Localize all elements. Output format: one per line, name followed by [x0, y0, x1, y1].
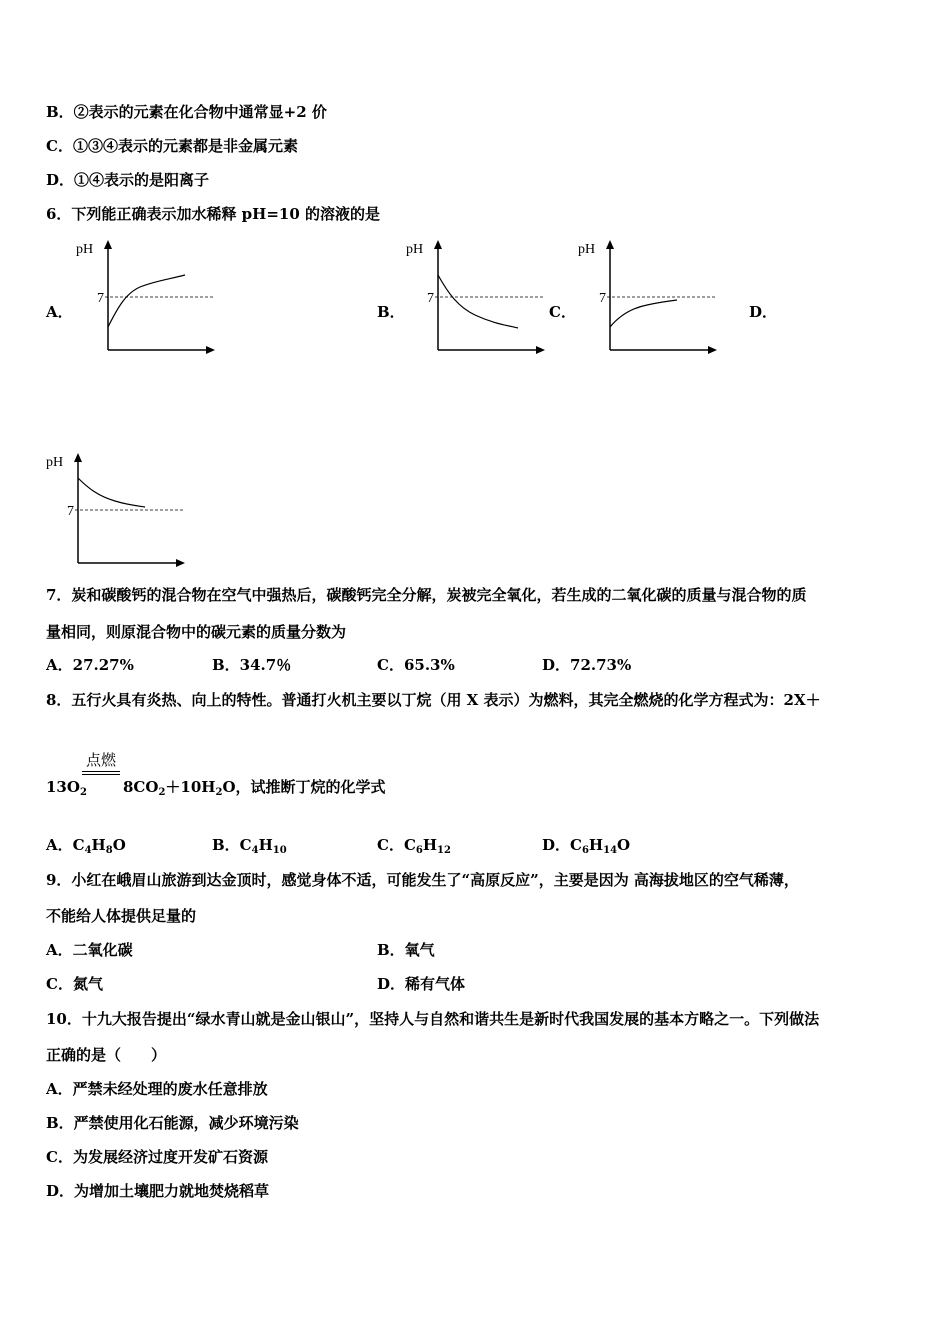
q8-reaction-condition — [82, 750, 120, 775]
q9-stem-line1: 9．小红在峨眉山旅游到达金顶时，感觉身体不适，可能发生了“高原反应”，主要是因为 高海拔地区的空气稀薄， — [46, 871, 799, 889]
q6-graph-b — [400, 235, 550, 360]
q9-option-c: C．氮气 — [46, 975, 103, 993]
q8-condition-text: 点燃 — [85, 751, 116, 769]
q8-option-a: A．$C_4H_8O$ — [46, 836, 126, 856]
q6-option-a-label: A． — [46, 303, 73, 321]
q5-option-b: B．②表示的元素在化合物中通常显+2 价 — [46, 103, 327, 121]
q9-option-d: D．稀有气体 — [377, 975, 466, 993]
q7-option-d: D．72.73% — [542, 656, 632, 674]
graph-b-ref: 7 — [427, 291, 434, 306]
graph-b-ylabel: pH — [406, 242, 424, 257]
q6-graph-d — [40, 448, 190, 573]
q7-option-c: C．65.3% — [377, 656, 455, 674]
q10-stem-line2: 正确的是（ ） — [46, 1046, 167, 1064]
graph-d-ref: 7 — [67, 504, 74, 519]
q6-option-b-label: B． — [377, 303, 405, 321]
q8-equation-left: $13O_2$ — [46, 778, 87, 798]
q9-option-b: B．氧气 — [377, 941, 435, 959]
graph-c-ylabel: pH — [578, 242, 596, 257]
q8-equals-sign — [82, 771, 120, 775]
q6-stem: 6．下列能正确表示加水稀释 pH=10 的溶液的是 — [46, 205, 380, 223]
q5-option-c: C．①③④表示的元素都是非金属元素 — [46, 137, 298, 155]
q8-option-d: D．$C_6H_{14}O$ — [542, 836, 631, 856]
graph-d-ylabel: pH — [46, 455, 64, 470]
q10-option-a: A．严禁未经处理的废水任意排放 — [46, 1080, 268, 1098]
q7-option-b: B．34.7％ — [212, 656, 292, 674]
q6-graph-c — [572, 235, 722, 360]
q10-option-c: C．为发展经济过度开发矿石资源 — [46, 1148, 268, 1166]
q6-option-c-label: C． — [549, 303, 576, 321]
q6-graph-a — [70, 235, 220, 360]
graph-a-ylabel: pH — [76, 242, 94, 257]
q7-option-a: A．27.27% — [46, 656, 134, 674]
q8-option-c: C．$C_6H_{12}$ — [377, 836, 451, 856]
q10-option-d: D．为增加土壤肥力就地焚烧稻草 — [46, 1182, 270, 1200]
q5-option-d: D．①④表示的是阳离子 — [46, 171, 210, 189]
q9-stem-line2: 不能给人体提供足量的 — [46, 907, 197, 925]
graph-c-ref: 7 — [599, 291, 606, 306]
q8-option-b: B．$C_4H_{10}$ — [212, 836, 287, 856]
q6-option-d-label: D． — [749, 303, 778, 321]
q10-option-b: B．严禁使用化石能源，减少环境污染 — [46, 1114, 299, 1132]
q7-stem-line2: 量相同，则原混合物中的碳元素的质量分数为 — [46, 623, 347, 641]
q7-stem-line1: 7．炭和碳酸钙的混合物在空气中强热后，碳酸钙完全分解，炭被完全氧化，若生成的二氧化碳的质量与混合物的质 — [46, 586, 807, 604]
q10-stem-line1: 10．十九大报告提出“绿水青山就是金山银山”，坚持人与自然和谐共生是新时代我国发展的基本方略之一。下列做法 — [46, 1010, 820, 1028]
q8-equation-right: $8CO_2+10H_2O$，试推断丁烷的化学式 — [123, 778, 386, 798]
q8-stem-line1: 8．五行火具有炎热、向上的特性。普通打火机主要以丁烷（用 X 表示）为燃料，其完全燃烧的化学方程式为：2X＋ — [46, 691, 821, 709]
graph-a-ref: 7 — [97, 291, 104, 306]
q9-option-a: A．二氧化碳 — [46, 941, 133, 959]
